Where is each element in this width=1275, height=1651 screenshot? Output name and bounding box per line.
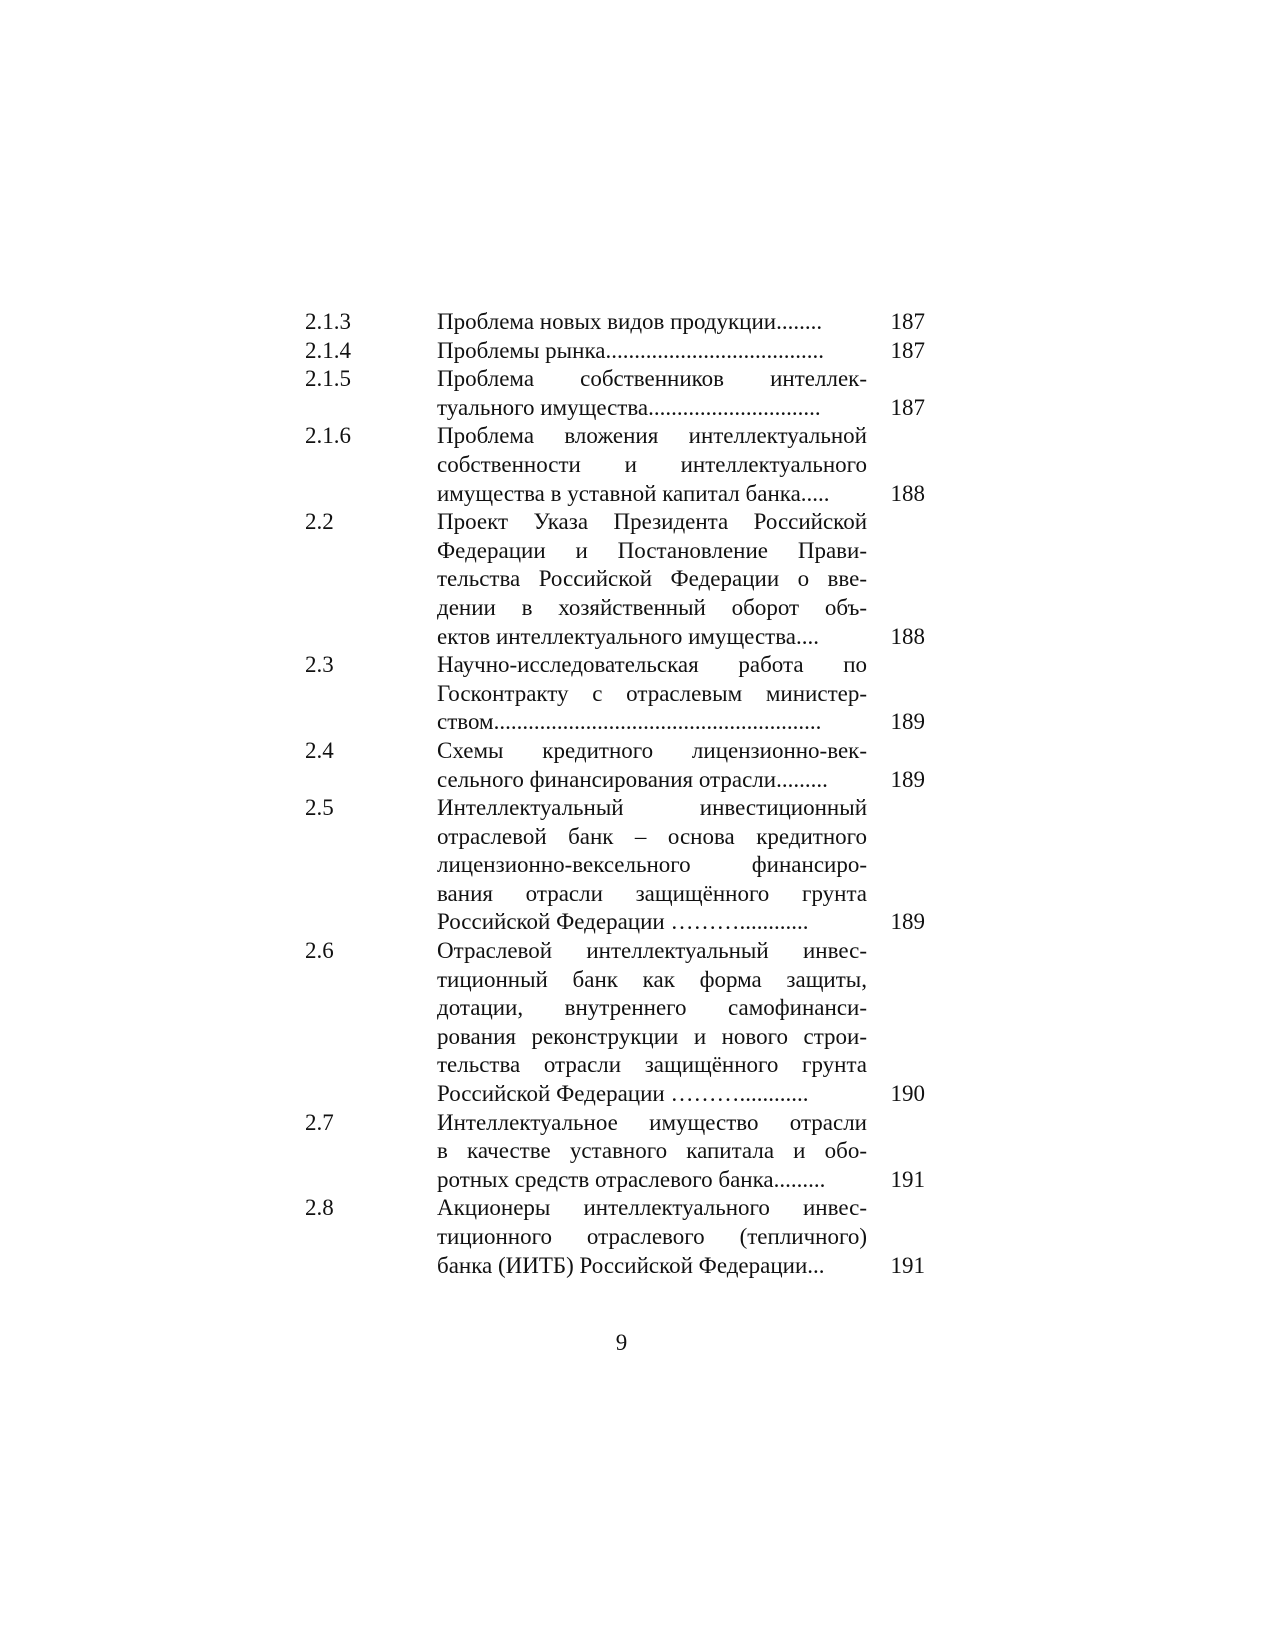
section-title <box>437 651 867 737</box>
title-line: Проблема вложения интеллектуальной <box>437 423 867 449</box>
title-line: банка (ИИТБ) Российской Федерации... <box>437 1252 825 1278</box>
section-number: 2.5 <box>305 795 334 821</box>
section-title <box>437 508 867 651</box>
page-ref <box>867 422 925 508</box>
page-ref-number: 190 <box>890 1081 925 1107</box>
title-line: Российской Федерации ………............ <box>437 909 809 935</box>
title-line: Акционеры интеллектуального инвес- <box>437 1195 867 1221</box>
page-ref <box>867 651 925 737</box>
toc-entry <box>305 1194 925 1280</box>
page-ref <box>867 737 925 794</box>
section-number: 2.8 <box>305 1195 334 1221</box>
title-line: Научно-исследовательская работа по <box>437 652 867 678</box>
title-line: тельства отрасли защищённого грунта <box>437 1052 867 1078</box>
title-line: лицензионно-вексельного финансиро- <box>437 852 867 878</box>
page-footer <box>0 1330 1275 1356</box>
title-line: ротных средств отраслевого банка......... <box>437 1166 826 1192</box>
title-line: сельного финансирования отрасли......... <box>437 766 828 792</box>
title-line: Проблема новых видов продукции........ <box>437 309 823 334</box>
page-ref <box>867 937 925 1109</box>
toc-entry <box>305 308 925 337</box>
title-line: Интеллектуальное имущество отрасли <box>437 1109 867 1135</box>
toc-entry <box>305 651 925 737</box>
title-line: тельства Российской Федерации о вве- <box>437 566 867 592</box>
title-line: тиционного отраслевого (тепличного) <box>437 1224 867 1249</box>
toc-entry <box>305 422 925 508</box>
page-ref-number: 187 <box>890 337 925 363</box>
title-line: Схемы кредитного лицензионно-век- <box>437 737 867 763</box>
toc-entry <box>305 937 925 1109</box>
section-title <box>437 794 867 937</box>
toc-entry <box>305 1109 925 1195</box>
title-line: ством......................................................... <box>437 709 822 735</box>
title-line: Проблемы рынка...................................... <box>437 337 824 363</box>
section-number: 2.4 <box>305 737 334 763</box>
section-number: 2.1.4 <box>305 337 351 363</box>
page-ref-number: 191 <box>890 1252 925 1278</box>
page-ref <box>867 365 925 422</box>
section-title <box>437 365 867 422</box>
title-line: Федерации и Постановление Прави- <box>437 537 867 563</box>
section-title <box>437 1194 867 1280</box>
page-ref <box>867 1109 925 1195</box>
page-ref-number: 189 <box>890 709 925 735</box>
page-ref-number: 187 <box>890 394 925 420</box>
section-title <box>437 1109 867 1195</box>
title-line: Интеллектуальный инвестиционный <box>437 795 867 821</box>
title-line: рования реконструкции и нового строи- <box>437 1023 867 1049</box>
page-ref <box>867 308 925 337</box>
section-number: 2.3 <box>305 652 334 678</box>
section-number: 2.2 <box>305 509 334 535</box>
page-ref-number: 189 <box>890 909 925 935</box>
title-line: собственности и интеллектуального <box>437 451 867 477</box>
title-line: Проект Указа Президента Российской <box>437 509 867 535</box>
page-ref-number: 188 <box>890 480 925 506</box>
section-number: 2.1.5 <box>305 366 351 392</box>
section-title <box>437 737 867 794</box>
title-line: в качестве уставного капитала и обо- <box>437 1138 867 1164</box>
toc-entry <box>305 794 925 937</box>
toc-entry <box>305 337 925 366</box>
title-line: вания отрасли защищённого грунта <box>437 880 867 906</box>
page-ref-number: 189 <box>890 766 925 792</box>
toc-entry <box>305 365 925 422</box>
title-line: ектов интеллектуального имущества.... <box>437 623 819 649</box>
title-line: дении в хозяйственный оборот объ- <box>437 594 867 620</box>
section-title <box>437 308 867 337</box>
section-number: 2.1.6 <box>305 423 351 449</box>
title-line: Проблема собственников интеллек- <box>437 366 867 392</box>
page-ref-number: 187 <box>890 309 925 334</box>
page-ref-number: 188 <box>890 623 925 649</box>
toc-entry <box>305 508 925 651</box>
title-line: Российской Федерации ………............ <box>437 1081 809 1107</box>
title-line: Госконтракту с отраслевым министер- <box>437 680 867 706</box>
table-of-contents <box>305 308 925 1280</box>
page-ref <box>867 794 925 937</box>
page-ref <box>867 508 925 651</box>
section-number: 2.6 <box>305 938 334 964</box>
section-title <box>437 422 867 508</box>
title-line: отраслевой банк – основа кредитного <box>437 823 867 849</box>
section-number: 2.7 <box>305 1109 334 1135</box>
page-number: 9 <box>615 1330 628 1355</box>
page-ref <box>867 1194 925 1280</box>
section-title <box>437 937 867 1109</box>
title-line: Отраслевой интеллектуальный инвес- <box>437 938 867 964</box>
toc-entry <box>305 737 925 794</box>
page-ref <box>867 337 925 366</box>
section-title <box>437 337 867 366</box>
title-line: имущества в уставной капитал банка..... <box>437 480 830 506</box>
title-line: тиционный банк как форма защиты, <box>437 966 867 992</box>
title-line: дотации, внутреннего самофинанси- <box>437 995 867 1021</box>
section-number: 2.1.3 <box>305 309 351 334</box>
page-ref-number: 191 <box>890 1166 925 1192</box>
title-line: туального имущества.............................. <box>437 394 821 420</box>
